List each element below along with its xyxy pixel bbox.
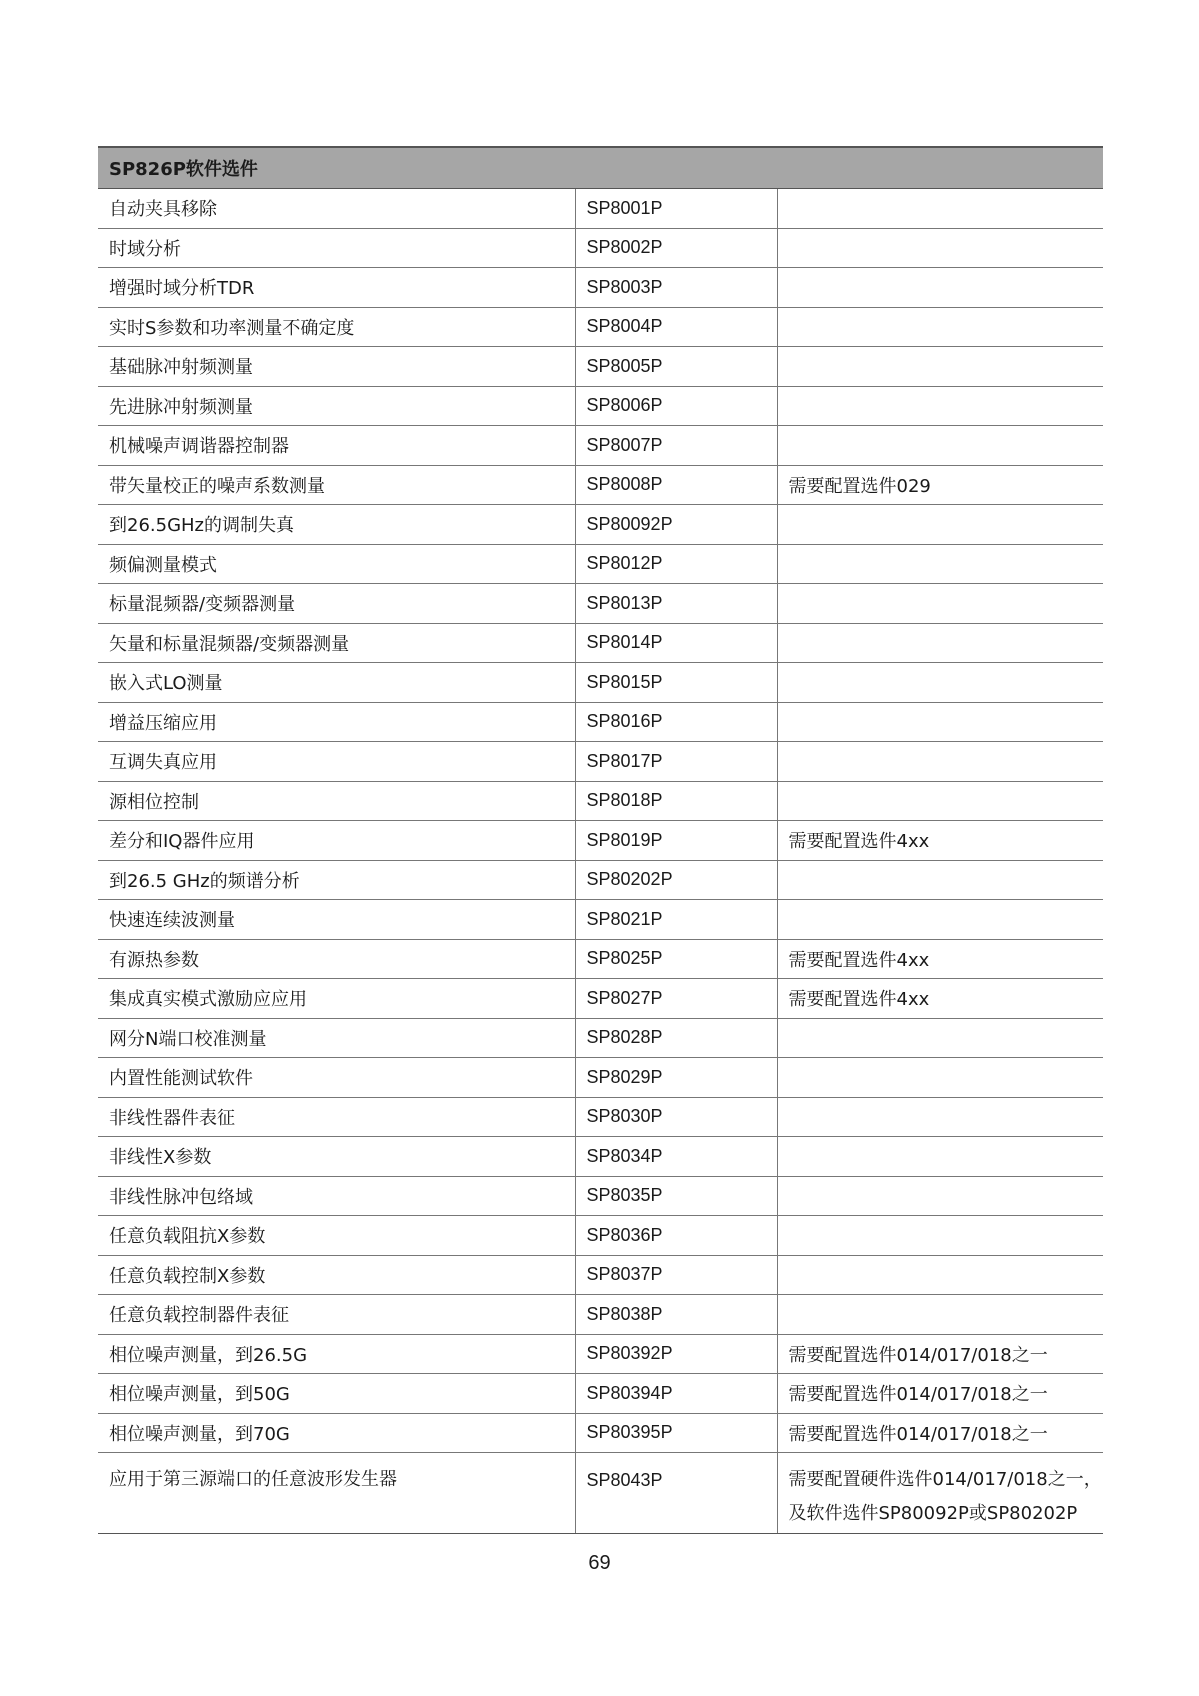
option-note-cell xyxy=(777,347,1103,387)
option-note-cell: 需要配置选件4xx xyxy=(777,979,1103,1019)
table-row xyxy=(98,1137,1103,1177)
table-row xyxy=(98,1453,1103,1534)
option-code-cell: SP8043P xyxy=(575,1453,777,1534)
page-number: 69 xyxy=(588,1552,611,1574)
option-name-cell: 相位噪声测量，到50G xyxy=(98,1374,575,1414)
table-row xyxy=(98,307,1103,347)
table-row xyxy=(98,979,1103,1019)
option-note-cell xyxy=(777,189,1103,229)
option-code-cell: SP8021P xyxy=(575,900,777,940)
option-name-cell: 任意负载控制器件表征 xyxy=(98,1295,575,1335)
option-note-cell xyxy=(777,584,1103,624)
table-row xyxy=(98,1058,1103,1098)
option-name-cell: 嵌入式LO测量 xyxy=(98,663,575,703)
option-note-cell xyxy=(777,1295,1103,1335)
option-note-cell xyxy=(777,663,1103,703)
option-name-cell: 到26.5GHz的调制失真 xyxy=(98,505,575,545)
option-code-cell: SP8016P xyxy=(575,702,777,742)
option-note-cell xyxy=(777,544,1103,584)
option-note-cell xyxy=(777,742,1103,782)
option-name-cell: 应用于第三源端口的任意波形发生器 xyxy=(98,1453,575,1534)
table-row xyxy=(98,702,1103,742)
option-code-cell: SP8015P xyxy=(575,663,777,703)
option-name-cell: 相位噪声测量，到26.5G xyxy=(98,1334,575,1374)
option-code-cell: SP8036P xyxy=(575,1216,777,1256)
option-name-cell: 矢量和标量混频器/变频器测量 xyxy=(98,623,575,663)
option-name-cell: 互调失真应用 xyxy=(98,742,575,782)
option-name-cell: 非线性脉冲包络域 xyxy=(98,1176,575,1216)
table-row xyxy=(98,1216,1103,1256)
option-name-cell: 集成真实模式激励应应用 xyxy=(98,979,575,1019)
option-name-cell: 快速连续波测量 xyxy=(98,900,575,940)
table-row xyxy=(98,623,1103,663)
option-code-cell: SP8012P xyxy=(575,544,777,584)
option-note-cell xyxy=(777,860,1103,900)
table-row xyxy=(98,347,1103,387)
option-code-cell: SP8034P xyxy=(575,1137,777,1177)
option-name-cell: 带矢量校正的噪声系数测量 xyxy=(98,465,575,505)
table-row xyxy=(98,1295,1103,1335)
table-body xyxy=(98,189,1103,1534)
option-note-cell xyxy=(777,228,1103,268)
option-code-cell: SP80392P xyxy=(575,1334,777,1374)
option-code-cell: SP8017P xyxy=(575,742,777,782)
option-code-cell: SP8005P xyxy=(575,347,777,387)
option-name-cell: 差分和IQ器件应用 xyxy=(98,821,575,861)
option-code-cell: SP8019P xyxy=(575,821,777,861)
option-code-cell: SP8037P xyxy=(575,1255,777,1295)
option-note-cell xyxy=(777,268,1103,308)
option-note-cell xyxy=(777,505,1103,545)
option-name-cell: 内置性能测试软件 xyxy=(98,1058,575,1098)
table-row xyxy=(98,584,1103,624)
option-note-cell: 需要配置选件014/017/018之一 xyxy=(777,1374,1103,1414)
option-name-cell: 有源热参数 xyxy=(98,939,575,979)
option-note-cell xyxy=(777,426,1103,466)
option-note-cell: 需要配置选件014/017/018之一 xyxy=(777,1334,1103,1374)
option-name-cell: 实时S参数和功率测量不确定度 xyxy=(98,307,575,347)
option-code-cell: SP8013P xyxy=(575,584,777,624)
option-name-cell: 机械噪声调谐器控制器 xyxy=(98,426,575,466)
option-code-cell: SP8018P xyxy=(575,781,777,821)
option-note-cell xyxy=(777,1255,1103,1295)
table-row xyxy=(98,1097,1103,1137)
option-note-cell xyxy=(777,1137,1103,1177)
option-code-cell: SP8006P xyxy=(575,386,777,426)
table-row xyxy=(98,1176,1103,1216)
option-code-cell: SP8004P xyxy=(575,307,777,347)
table-row xyxy=(98,465,1103,505)
option-name-cell: 相位噪声测量，到70G xyxy=(98,1413,575,1453)
option-name-cell: 自动夹具移除 xyxy=(98,189,575,229)
table-row xyxy=(98,505,1103,545)
option-name-cell: 非线性X参数 xyxy=(98,1137,575,1177)
option-note-cell xyxy=(777,1216,1103,1256)
option-note-cell: 需要配置选件4xx xyxy=(777,939,1103,979)
option-code-cell: SP8001P xyxy=(575,189,777,229)
option-name-cell: 先进脉冲射频测量 xyxy=(98,386,575,426)
table-row xyxy=(98,1255,1103,1295)
table-row xyxy=(98,939,1103,979)
table-row xyxy=(98,386,1103,426)
option-code-cell: SP8014P xyxy=(575,623,777,663)
option-code-cell: SP80092P xyxy=(575,505,777,545)
table-row xyxy=(98,900,1103,940)
option-code-cell: SP8029P xyxy=(575,1058,777,1098)
software-options-table xyxy=(98,146,1103,1534)
option-name-cell: 到26.5 GHz的频谱分析 xyxy=(98,860,575,900)
option-note-cell: 需要配置选件4xx xyxy=(777,821,1103,861)
option-note-cell xyxy=(777,386,1103,426)
table-row xyxy=(98,1018,1103,1058)
option-name-cell: 源相位控制 xyxy=(98,781,575,821)
option-note-cell xyxy=(777,623,1103,663)
option-code-cell: SP80202P xyxy=(575,860,777,900)
option-code-cell: SP8035P xyxy=(575,1176,777,1216)
option-code-cell: SP8008P xyxy=(575,465,777,505)
table-row xyxy=(98,781,1103,821)
option-name-cell: 增强时域分析TDR xyxy=(98,268,575,308)
option-code-cell: SP8025P xyxy=(575,939,777,979)
option-note-cell xyxy=(777,307,1103,347)
option-code-cell: SP8002P xyxy=(575,228,777,268)
option-code-cell: SP8003P xyxy=(575,268,777,308)
option-name-cell: 基础脉冲射频测量 xyxy=(98,347,575,387)
table-row xyxy=(98,1334,1103,1374)
table-row xyxy=(98,1413,1103,1453)
table-row xyxy=(98,228,1103,268)
table-row xyxy=(98,189,1103,229)
option-note-cell xyxy=(777,1176,1103,1216)
table-header: SP826P软件选件 xyxy=(98,147,1103,189)
table-row xyxy=(98,544,1103,584)
option-code-cell: SP8038P xyxy=(575,1295,777,1335)
table-row xyxy=(98,268,1103,308)
table-row xyxy=(98,426,1103,466)
option-code-cell: SP8028P xyxy=(575,1018,777,1058)
option-code-cell: SP8007P xyxy=(575,426,777,466)
option-note-cell: 需要配置选件014/017/018之一 xyxy=(777,1413,1103,1453)
option-name-cell: 标量混频器/变频器测量 xyxy=(98,584,575,624)
option-note-cell: 需要配置硬件选件014/017/018之一，及软件选件SP80092P或SP80202P xyxy=(777,1453,1103,1534)
table-row xyxy=(98,1374,1103,1414)
option-name-cell: 频偏测量模式 xyxy=(98,544,575,584)
option-note-cell: 需要配置选件029 xyxy=(777,465,1103,505)
option-note-cell xyxy=(777,702,1103,742)
option-code-cell: SP8030P xyxy=(575,1097,777,1137)
table-row xyxy=(98,821,1103,861)
option-note-cell xyxy=(777,1058,1103,1098)
option-code-cell: SP8027P xyxy=(575,979,777,1019)
option-note-cell xyxy=(777,1018,1103,1058)
option-code-cell: SP80395P xyxy=(575,1413,777,1453)
option-note-cell xyxy=(777,781,1103,821)
option-name-cell: 时域分析 xyxy=(98,228,575,268)
table-row xyxy=(98,742,1103,782)
table-row xyxy=(98,860,1103,900)
table-header-row xyxy=(98,147,1103,189)
option-name-cell: 网分N端口校准测量 xyxy=(98,1018,575,1058)
table-row xyxy=(98,663,1103,703)
option-note-cell xyxy=(777,1097,1103,1137)
option-name-cell: 任意负载控制X参数 xyxy=(98,1255,575,1295)
option-name-cell: 任意负载阻抗X参数 xyxy=(98,1216,575,1256)
option-note-cell xyxy=(777,900,1103,940)
option-name-cell: 非线性器件表征 xyxy=(98,1097,575,1137)
option-name-cell: 增益压缩应用 xyxy=(98,702,575,742)
option-code-cell: SP80394P xyxy=(575,1374,777,1414)
